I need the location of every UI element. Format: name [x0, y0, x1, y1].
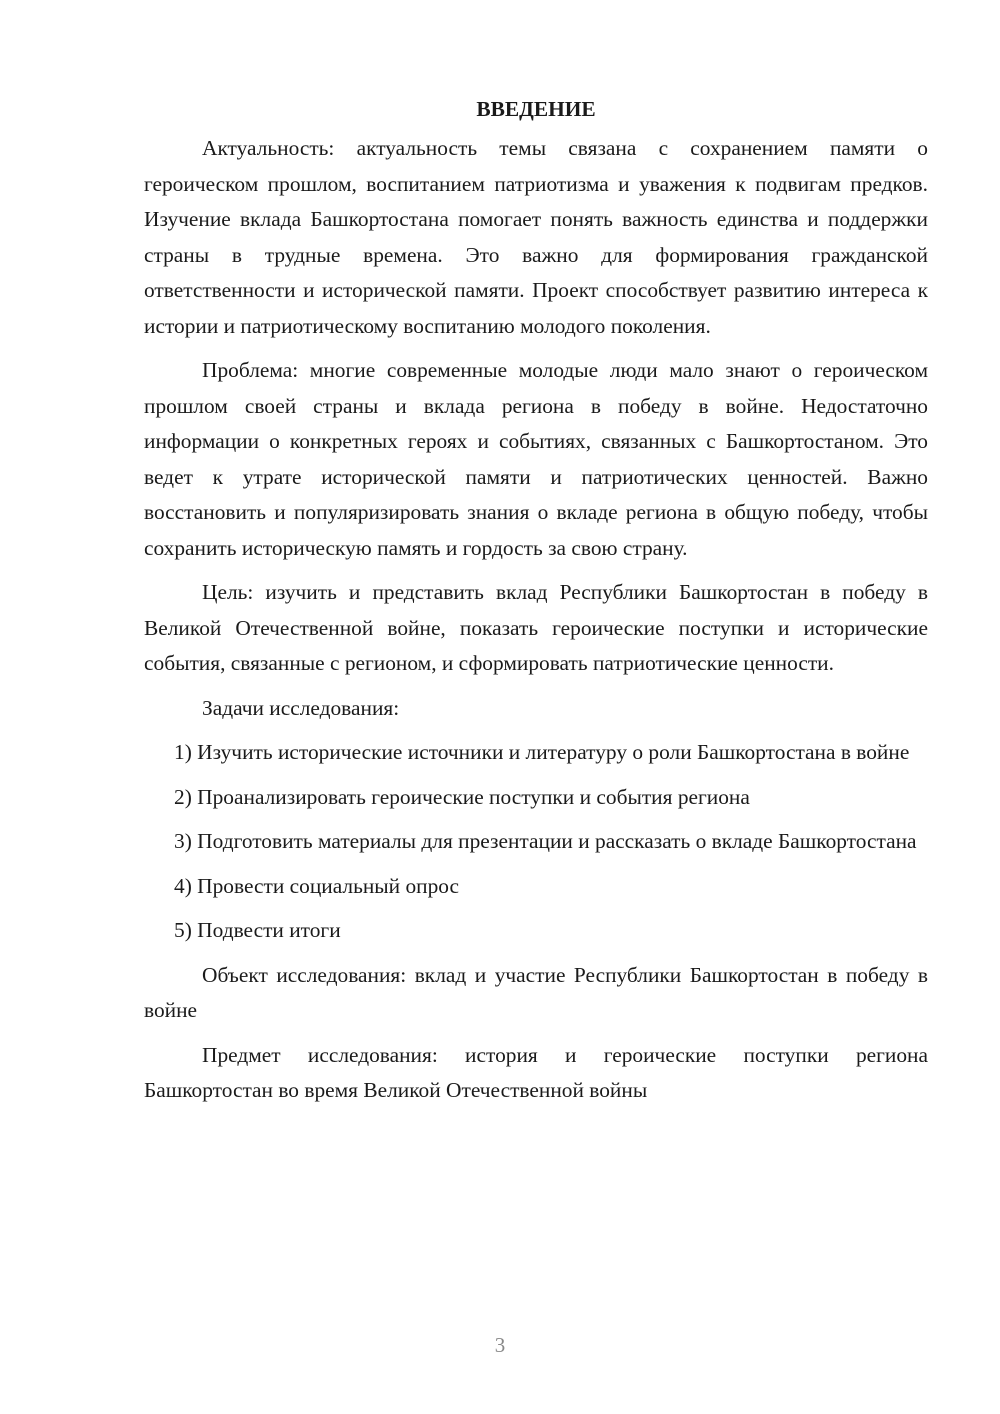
page-number: 3 — [494, 1333, 506, 1357]
paragraph-goal: Цель: изучить и представить вклад Республики Башкортостан в победу в Великой Отечественной войне, показать героические поступки и исторические события, связанные с регионом, и сформировать патриотические ценности. — [144, 580, 928, 675]
section-title: ВВЕДЕНИЕ — [476, 97, 596, 121]
paragraph-problem: Проблема: многие современные молодые люди мало знают о героическом прошлом своей страны и вклада региона в победу в войне. Недостаточно информации о конкретных героях и событиях, связанных с Башкортостаном. Это ведет к утрате исторической памяти и патриотических ценностей. Важно восстановить и популяризировать знания о вкладе региона в общую победу, чтобы сохранить историческую память и гордость за свою страну. — [144, 358, 928, 560]
task-item: 3) Подготовить материалы для презентации и рассказать о вкладе Башкортостана — [174, 829, 917, 853]
paragraph-relevance: Актуальность: актуальность темы связана с сохранением памяти о героическом прошлом, воспитанием патриотизма и уважения к подвигам предков. Изучение вклада Башкортостана помогает понять важность единства и поддержки страны в трудные времена. Это важно для формирования гражданской ответственности и исторической памяти. Проект способствует развитию интереса к истории и патриотическому воспитанию молодого поколения. — [144, 136, 928, 338]
task-item: 1) Изучить исторические источники и литературу о роли Башкортостана в войне — [174, 740, 910, 764]
document-body — [144, 92, 928, 1118]
paragraph-subject: Предмет исследования: история и героические поступки региона Башкортостан во время Великой Отечественной войны — [144, 1042, 928, 1102]
task-item: 5) Подвести итоги — [174, 918, 341, 942]
task-item: 4) Провести социальный опрос — [174, 873, 460, 898]
task-item: 2) Проанализировать героические поступки и события региона — [174, 784, 750, 809]
tasks-heading: Задачи исследования: — [202, 695, 400, 720]
paragraph-object: Объект исследования: вклад и участие Республики Башкортостан в победу в войне — [144, 962, 928, 1022]
